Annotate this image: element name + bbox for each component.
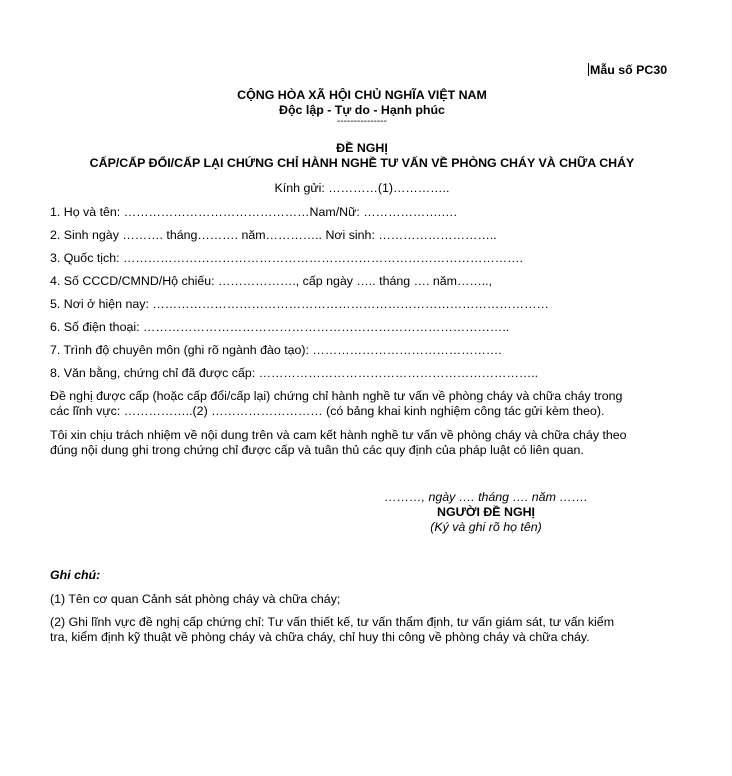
field-id-number: 4. Số CCCD/CMND/Hộ chiếu: ………………., cấp ngày ….. tháng …. năm…….., [50, 274, 493, 288]
request-paragraph-line1: Đề nghị được cấp (hoặc cấp đổi/cấp lại) chứng chỉ hành nghề tư vấn về phòng cháy và chữa cháy trong [50, 389, 623, 403]
field-nationality: 3. Quốc tịch: ……………………………………………………………………………………. [50, 251, 523, 265]
field-birth-date: 2. Sinh ngày ………. tháng………. năm………….. Nơi sinh: ……………………….. [50, 228, 497, 242]
note-2-line2: tra, kiểm định kỹ thuật về phòng cháy và chữa cháy, chỉ huy thi công về phòng cháy và chữa cháy. [50, 630, 590, 644]
signature-role: NGƯỜI ĐỀ NGHỊ [437, 505, 535, 519]
field-qualification: 7. Trình độ chuyên môn (ghi rõ ngành đào tạo): ………………………………………. [50, 343, 502, 357]
field-full-name: 1. Họ và tên: ………………………………………Nam/Nữ: ……………….…. [50, 205, 457, 219]
national-motto: Độc lập - Tự do - Hạnh phúc [279, 103, 445, 117]
note-1: (1) Tên cơ quan Cảnh sát phòng cháy và chữa cháy; [50, 592, 341, 606]
request-paragraph-line2: các lĩnh vực: ……………..(2) ……………………… (có bảng khai kinh nghiệm công tác gửi kèm theo). [50, 404, 605, 418]
field-current-address: 5. Nơi ở hiện nay: …………………………………………………………………………………… [50, 297, 549, 311]
document-subtitle: CẤP/CẤP ĐỔI/CẤP LẠI CHỨNG CHỈ HÀNH NGHỀ TƯ VẤN VỀ PHÒNG CHÁY VÀ CHỮA CHÁY [89, 156, 635, 170]
signature-instruction: (Ký và ghi rõ họ tên) [430, 520, 542, 534]
form-code [588, 63, 667, 77]
text-cursor [588, 63, 589, 76]
notes-heading: Ghi chú: [50, 568, 101, 582]
signature-date: ………, ngày …. tháng …. năm ……. [384, 490, 588, 504]
note-2-line1: (2) Ghi lĩnh vực đề nghị cấp chứng chỉ: Tư vấn thiết kế, tư vấn thẩm định, tư vấn giám sát, tư vấn kiểm [50, 615, 615, 629]
form-code-text: Mẫu số PC30 [590, 63, 668, 77]
commitment-paragraph-line1: Tôi xin chịu trách nhiệm về nội dung trên và cam kết hành nghề tư vấn về phòng cháy và chữa cháy theo [50, 428, 627, 442]
header-separator: --------------- [337, 116, 387, 127]
country-name: CỘNG HÒA XÃ HỘI CHỦ NGHĨA VIỆT NAM [237, 88, 487, 102]
commitment-paragraph-line2: đúng nội dung ghi trong chứng chỉ được cấp và tuân thủ các quy định của pháp luật có liên quan. [50, 443, 584, 457]
field-certificates: 8. Văn bằng, chứng chỉ đã được cấp: ………………………………………………………….. [50, 366, 539, 380]
field-phone: 6. Số điện thoại: …………………………………………………………………………….. [50, 320, 510, 334]
document-title: ĐỀ NGHỊ [336, 141, 388, 155]
recipient-line: Kính gửi: …………(1)………….. [274, 181, 450, 195]
